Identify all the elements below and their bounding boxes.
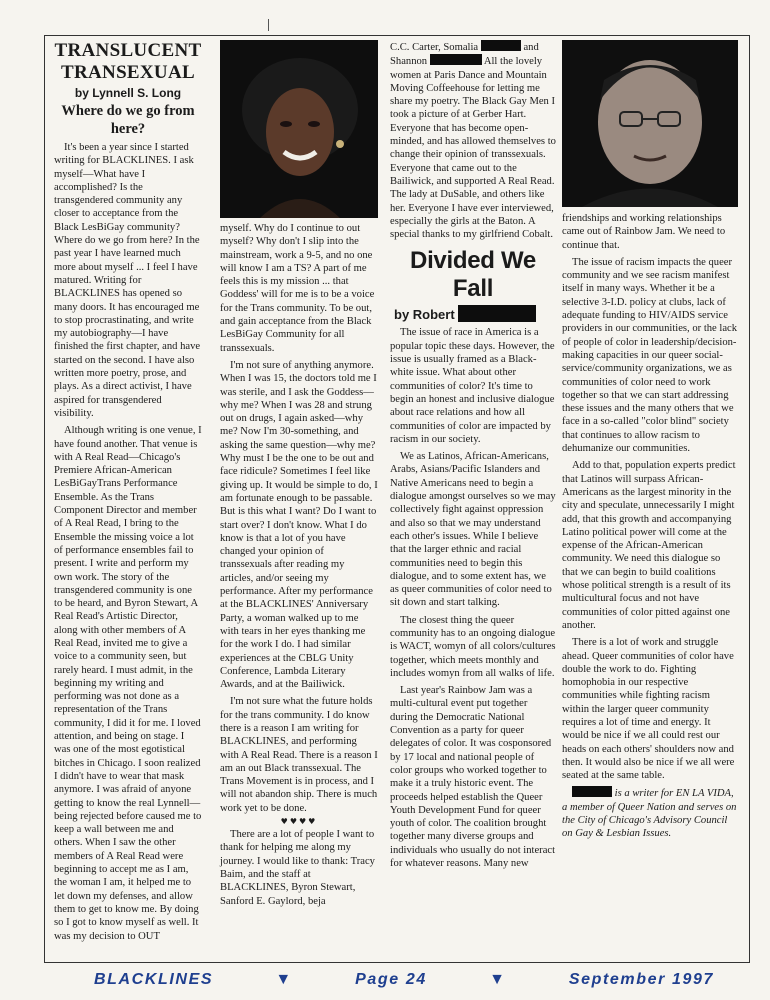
paragraph: Although writing is one venue, I have found another. That venue is with A Real Read—Chicago's Premiere African-American LesBiGayTrans Performance Ensemble. As the Trans Component Director and member of A Real Read, I bring to the Ensemble the missing voice a lot of performance ensembles fail to present. I write and perform my own work. The story of the transgendered community is one to be heard, and Byron Stewart, A Real Read's Artistic Director, along with other members of A Real Read, invited me to give a voice to a community seen, but rarely heard. I must admit, in the beginning my writing and performing was not done as a representation of the Trans community, I did it for me. I loved attention, and being on stage. I was one of the most egotistical bitches in Chicago. I soon realized I didn't have to wear that mask anymore. I was afraid of anyone getting to know the real Lynnell—being rejected before caused me to keep a wall between me and others. When I saw the other members of A Real Read were beginning to accept me as I am, the woman I am, it helped me to let down my defenses, and allow them to get to know me. By doing so I got to know myself as well. It was my decision to OUT xyxy=(54,425,202,942)
paragraph: We as Latinos, African-Americans, Arabs, Asians/Pacific Islanders and Native Americans need to begin a dialogue amongst ourselves so we may collectively fight against oppression and also so that we may understand each other's issues. While I believe that the larger ethnic and racial communities need to begin this dialogue, and to some extent has, we as queer communities of color need to sit down and start talking. xyxy=(390,451,556,609)
thanks-text: C.C. Carter, Somalia xyxy=(390,42,479,53)
portrait-illustration xyxy=(562,40,738,207)
paragraph: I'm not sure of anything anymore. When I was 15, the doctors told me I was sterile, and I ask the Goddess—why me? When I was 28 and strung out on drugs, I again asked—why me? Now I'm 30-something, and asking the same question—why me? Why must I be the one to be out and face ridicule? Sometimes I feel like giving up. It would be simple to do, I am fortunate enough to be passable. But is this what I want? Do I want to start over? I don't know. What I do know is that a lot of you have changed your opinion of transsexuals after reading my articles, and/or seeing my performance. After my performance at the BLACKLINES' Anniversary Party, a woman walked up to me with tears in her eyes thanking me for the work I do. I had similar experiences at the CBLG Unity Conference, Lambda Literary Awards, and at the Bailiwick. xyxy=(220,359,378,691)
article-title: TRANSLUCENT TRANSEXUAL xyxy=(54,40,202,83)
paragraph: The issue of race in America is a popular topic these days. However, the issue is usually framed as a Black-white issue. What about other communities of color? It's time to begin an honest and inclusive dialogue about race relations and how all communities of color are impacted by racism in our society. xyxy=(390,327,555,445)
column-1 xyxy=(54,40,202,947)
bio-text: is a writer for EN LA VIDA, a member of Queer Nation and serves on the City of Chicago's Advisory Council on Gay & Lesbian Issues. xyxy=(562,788,737,840)
paragraph: I'm not sure what the future holds for the trans community. I do know there is a reason I am writing for BLACKLINES, and performing with A Real Read. There is a reason I am an out Black transsexual. The Trans Movement is in process, and I will not abandon ship. There is much work yet to be done. xyxy=(220,696,378,814)
column-2 xyxy=(220,222,378,912)
triangle-icon: ▼ xyxy=(489,971,507,988)
paragraph: The closest thing the queer community has to an ongoing dialogue is WACT, womyn of all colors/cultures together, which meets monthly and includes womyn from all walks of life. xyxy=(390,614,556,679)
column-4 xyxy=(562,212,738,845)
redaction-bar xyxy=(458,305,536,322)
article-subhead: Where do we go from here? xyxy=(61,103,195,137)
paragraph: Add to that, population experts predict that Latinos will surpass African-Americans as the largest minority in the city and speculate, unnecessarily I might add, that this growth and accompanying Latino political power will come at the expense of the African-American community. We need this dialogue so that we can begin to build coalitions whose political strength is a result of its multicultural focus and not have communities of color pitted against one another. xyxy=(562,460,736,631)
triangle-icon: ▼ xyxy=(275,971,293,988)
paragraph: myself. Why do I continue to out myself? Why don't I slip into the mainstream, work a 9-5, and no one will know I am a TS? A part of me feels this is my mission ... that Goddess' will for me is to be a voice for the Trans community. To be out, and gain acceptance from the Black LesBiGay Community for all transsexuals. xyxy=(220,223,375,354)
thanks-text: All the lovely women at Paris Dance and Mountain Moving Coffeehouse for letting me share my poetry. The Black Gay Men I took a picture of at Gerber Hart. Everyone that has become open-minded, and has allowed themselves to change their opinion of transsexuals. Everyone that came out to the Bailiwick, and supported A Real Read. The lady at DuSable, and others like her. Everyone I have ever interviewed, especially the girls at the Baton. A special thanks to my girlfriend Cobalt. xyxy=(390,56,556,241)
column-3 xyxy=(390,40,556,874)
paragraph: Last year's Rainbow Jam was a multi-cultural event put together during the Democratic National Convention as a party for queer delegates of color. It was cosponsored by 17 local and national people of color groups who worked together to make it a truly historic event. The proceeds helped establish the Queer Youth Development Fund for queer youth of color. The coalition brought together many diverse groups and individuals who usually do not interact for whatever reasons. Many new xyxy=(390,685,556,870)
paragraph: There is a lot of work and struggle ahead. Queer communities of color have double the work to do. Fighting homophobia in our respective communities while fighting racism within the larger queer community requires a lot of time and energy. It would be nice if we all could rest our heads on each others' shoulders now and then. It would also be nice if we all were seated at the same table. xyxy=(562,637,735,782)
thanks-text: Shannon xyxy=(390,56,428,68)
byline-text: by Robert xyxy=(394,307,455,323)
article-byline xyxy=(394,305,556,322)
page-footer xyxy=(94,968,714,992)
footer-date: September 1997 xyxy=(568,971,714,988)
footer-page-number: Page 24 xyxy=(355,971,427,988)
paragraph-thanks xyxy=(390,40,556,241)
footer-publication: BLACKLINES xyxy=(94,971,214,988)
scan-mark xyxy=(268,19,269,31)
author-photo-lynnell xyxy=(220,40,378,218)
paragraph: There are a lot of people I want to thank for helping me along my journey. I would like to thank: Tracy Baim, and the staff at BLACKLINES, Byron Stewart, Sanford E. Gaylord, beja xyxy=(220,829,375,907)
redaction-bar xyxy=(430,54,482,65)
section-separator: ♥♥♥♥ xyxy=(280,817,318,827)
paragraph: friendships and working relationships came out of Rainbow Jam. We need to continue that. xyxy=(562,213,726,251)
paragraph: The issue of racism impacts the queer community and we see racism manifest itself in many ways. Whether it be a selective 3-I.D. policy at clubs, lack of adequate funding to HIV/AIDS service providers in our communities, or the lack of people of color in leadership/decision-making capacities in our queer social-service/community organizations, we as communities of color need to work together so that we can start addressing these issues and the many others that we face in a so-called "color blind" society that continues to allow racism to dehumanize our communities. xyxy=(562,256,738,455)
article-title: Divided We Fall xyxy=(410,247,536,303)
author-bio xyxy=(562,786,738,840)
paragraph: It's been a year since I started writing for BLACKLINES. I ask myself—What have I accomplished? Is the transgendered community any closer to acceptance from the Black LesBiGay community? Where do we go from here? In the past year I have learned much more about myself ... I feel I have matured. Writing for BLACKLINES has opened so many doors. It has encouraged me to stop procrastinating, and write my autobiography—I have finished the first chapter, and have started on the second. I have also written more poetry, prose, and plays. As a direct activist, I have aspired for transgendered visibility. xyxy=(54,142,201,419)
article-byline: by Lynnell S. Long xyxy=(74,86,182,100)
redaction-bar xyxy=(481,40,521,51)
author-photo-robert xyxy=(562,40,738,207)
thanks-text: and xyxy=(523,42,539,53)
redaction-bar xyxy=(572,786,612,797)
portrait-illustration xyxy=(220,40,378,218)
